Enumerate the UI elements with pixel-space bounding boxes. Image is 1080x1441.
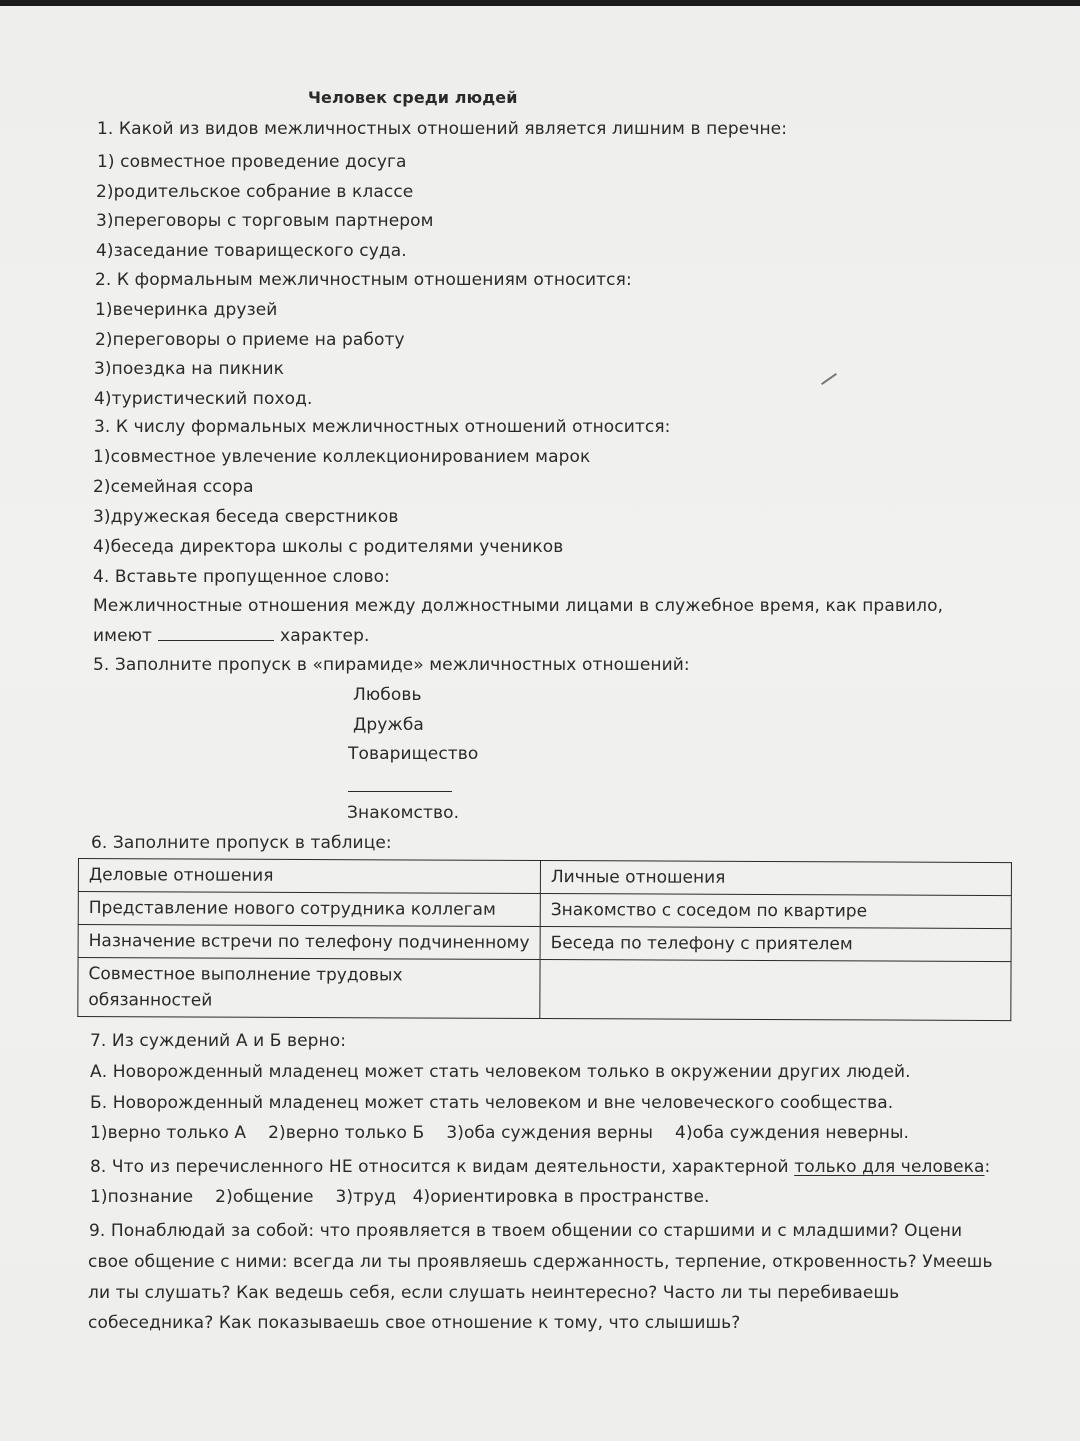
- question-9-line-3: ли ты слушать? Как ведешь себя, если слушать неинтересно? Часто ли ты перебиваешь: [88, 1283, 900, 1303]
- q8-options: 1)познание 2)общение 3)труд 4)ориентировка в пространстве.: [90, 1187, 710, 1207]
- q4-sentence-start: имеют: [93, 626, 153, 646]
- worksheet-page: [0, 6, 1080, 1441]
- question-5: 5. Заполните пропуск в «пирамиде» межличностных отношений:: [93, 655, 690, 675]
- q1-option-2: 2)родительское собрание в классе: [96, 182, 414, 202]
- q3-option-1: 1)совместное увлечение коллекционированием марок: [93, 447, 591, 467]
- q7-statement-b: Б. Новорожденный младенец может стать человеком и вне человеческого сообщества.: [90, 1093, 894, 1113]
- q4-sentence-end: характер.: [280, 626, 370, 646]
- q8-text-end: :: [984, 1157, 991, 1177]
- table-header-personal: Личные отношения: [540, 861, 1011, 896]
- q3-option-3: 3)дружеская беседа сверстников: [93, 507, 399, 527]
- q2-option-4: 4)туристический поход.: [94, 389, 313, 409]
- q4-sentence-line-2: [93, 625, 369, 647]
- question-7: 7. Из суждений А и Б верно:: [90, 1031, 347, 1051]
- q3-option-2: 2)семейная ссора: [93, 477, 254, 497]
- q4-answer-blank[interactable]: [158, 626, 274, 641]
- q8-text-start: 8. Что из перечисленного НЕ относится к видам деятельности, характерной: [90, 1157, 789, 1177]
- pyramid-level-acquaintance: Знакомство.: [347, 803, 460, 823]
- q4-sentence-line-1: Межличностные отношения между должностными лицами в служебное время, как правило,: [93, 596, 944, 616]
- pyramid-level-comradeship: Товарищество: [348, 744, 479, 764]
- q2-option-3: 3)поездка на пикник: [94, 359, 285, 379]
- q2-option-1: 1)вечеринка друзей: [95, 300, 278, 320]
- question-9-line-4: собеседника? Как показываешь свое отношение к тому, что слышишь?: [88, 1313, 741, 1333]
- pen-mark: [821, 373, 837, 385]
- table-cell: Представление нового сотрудника коллегам: [78, 892, 540, 927]
- page-title: Человек среди людей: [308, 88, 518, 107]
- question-8: [90, 1156, 990, 1178]
- q7-options: 1)верно только А 2)верно только Б 3)оба суждения верны 4)оба суждения неверны.: [90, 1123, 909, 1143]
- table-cell: Знакомство с соседом по квартире: [540, 894, 1011, 929]
- table-cell: Беседа по телефону с приятелем: [540, 927, 1011, 962]
- question-3: 3. К числу формальных межличностных отношений относится:: [94, 417, 671, 437]
- q1-option-1: 1) совместное проведение досуга: [97, 152, 407, 172]
- question-4: 4. Вставьте пропущенное слово:: [93, 567, 390, 587]
- table-cell: Совместное выполнение трудовых обязанностей: [78, 958, 540, 1019]
- pyramid-level-love: Любовь: [353, 685, 422, 705]
- q1-option-3: 3)переговоры с торговым партнером: [96, 211, 434, 231]
- table-row: [78, 925, 1011, 962]
- table-row: [78, 892, 1011, 929]
- q7-statement-a: А. Новорожденный младенец может стать человеком только в окружении других людей.: [90, 1062, 911, 1082]
- table-cell: Назначение встречи по телефону подчиненному: [78, 925, 540, 960]
- question-9-line-2: свое общение с ними: всегда ли ты проявляешь сдержанность, терпение, откровенность? Умеешь: [88, 1252, 993, 1272]
- relations-table: [77, 858, 1012, 1021]
- q2-option-2: 2)переговоры о приеме на работу: [95, 330, 405, 350]
- q1-option-4: 4)заседание товарищеского суда.: [96, 241, 407, 261]
- question-6: 6. Заполните пропуск в таблице:: [91, 833, 392, 853]
- pyramid-answer-blank[interactable]: [348, 791, 452, 792]
- table-answer-cell[interactable]: [540, 960, 1011, 1021]
- table-header-row: [78, 859, 1011, 896]
- question-1: 1. Какой из видов межличностных отношений является лишним в перечне:: [97, 119, 788, 139]
- question-9-line-1: 9. Понаблюдай за собой: что проявляется в твоем общении со старшими и с младшими? Оцени: [89, 1221, 963, 1241]
- pyramid-level-friendship: Дружба: [353, 715, 424, 735]
- table-row: [78, 958, 1011, 1021]
- q8-text-underlined: только для человека: [794, 1157, 985, 1177]
- table-header-business: Деловые отношения: [78, 859, 540, 894]
- question-2: 2. К формальным межличностным отношениям относится:: [95, 270, 632, 290]
- q3-option-4: 4)беседа директора школы с родителями учеников: [93, 537, 564, 557]
